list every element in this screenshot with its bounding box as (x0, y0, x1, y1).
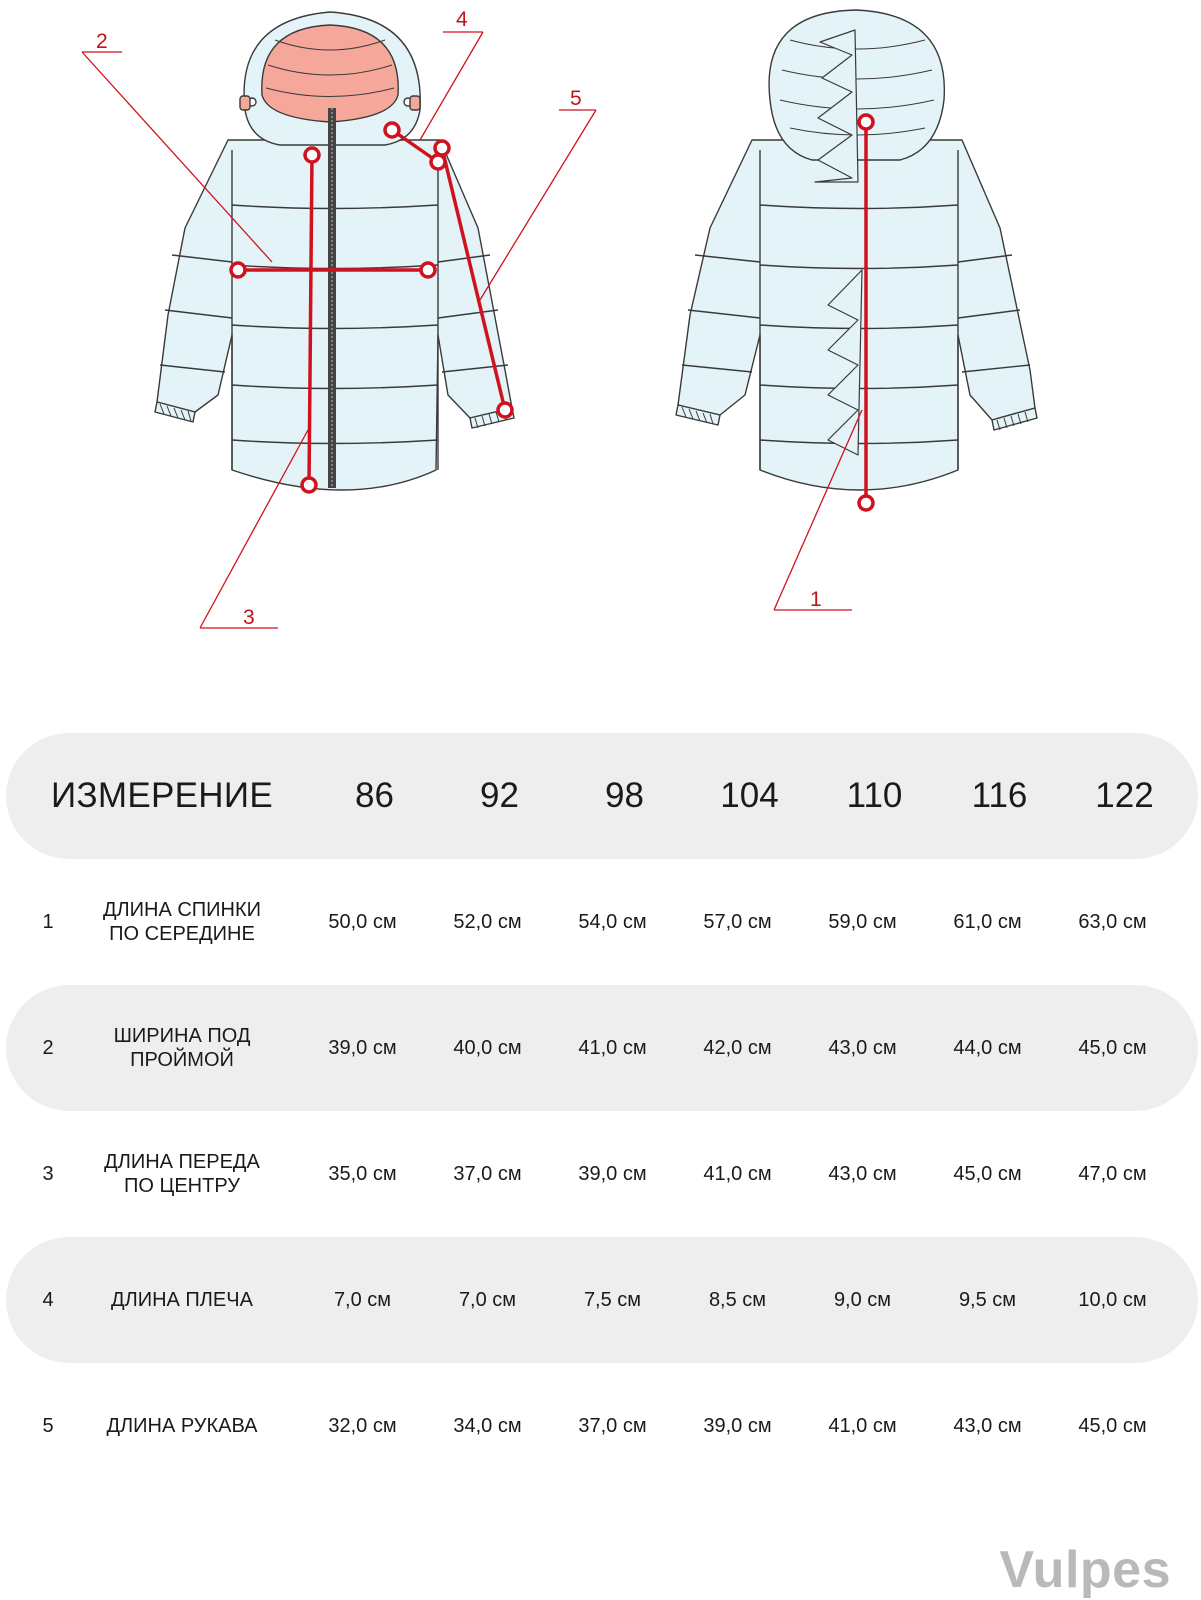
measurement-name: ДЛИНА СПИНКИ ПО СЕРЕДИНЕ (102, 899, 262, 945)
callout-4: 4 (456, 8, 468, 31)
measurement-value: 39,0 см (578, 1162, 647, 1185)
size-header: 92 (480, 776, 519, 815)
measurement-value: 37,0 см (578, 1414, 647, 1437)
table-row (6, 985, 1198, 1111)
measurement-value: 42,0 см (703, 1036, 772, 1059)
callout-3: 3 (243, 606, 255, 629)
size-table (6, 733, 1198, 1489)
measurement-value: 40,0 см (453, 1036, 522, 1059)
size-header: 98 (605, 776, 644, 815)
callout-1: 1 (810, 588, 822, 611)
measurement-value: 52,0 см (453, 910, 522, 933)
measurement-value: 7,0 см (458, 1288, 517, 1311)
table-row (6, 1111, 1198, 1237)
row-number: 4 (42, 1288, 54, 1311)
brand-logo: Vulpes (999, 1541, 1171, 1599)
size-header: 86 (355, 776, 394, 815)
measurement-value: 45,0 см (953, 1162, 1022, 1185)
measurement-value: 9,5 см (958, 1288, 1017, 1311)
measurement-value: 43,0 см (828, 1036, 897, 1059)
measurement-value: 59,0 см (828, 910, 897, 933)
table-body (6, 859, 1198, 1489)
measurement-name: ДЛИНА ПЛЕЧА (111, 1289, 253, 1311)
measurement-value: 35,0 см (328, 1162, 397, 1185)
measurement-value: 9,0 см (833, 1288, 892, 1311)
table-row (6, 1363, 1198, 1489)
measurement-value: 39,0 см (703, 1414, 772, 1437)
measurement-value: 32,0 см (328, 1414, 397, 1437)
measurement-name: ШИРИНА ПОД ПРОЙМОЙ (113, 1025, 251, 1071)
measurement-value: 54,0 см (578, 910, 647, 933)
measurement-value: 10,0 см (1078, 1288, 1147, 1311)
size-header: 122 (1095, 776, 1154, 815)
size-header: 104 (720, 776, 779, 815)
measurement-value: 43,0 см (953, 1414, 1022, 1437)
jacket-illustration (0, 0, 1201, 660)
row-number: 3 (42, 1162, 54, 1185)
size-header: 110 (846, 776, 903, 815)
measurement-value: 41,0 см (578, 1036, 647, 1059)
callout-2: 2 (96, 30, 108, 53)
callout-5: 5 (570, 87, 582, 110)
row-number: 1 (42, 910, 54, 933)
measurement-value: 41,0 см (703, 1162, 772, 1185)
header-label: ИЗМЕРЕНИЕ (51, 776, 273, 815)
measurement-value: 7,5 см (583, 1288, 642, 1311)
measurement-value: 43,0 см (828, 1162, 897, 1185)
measurement-value: 41,0 см (828, 1414, 897, 1437)
measurement-value: 45,0 см (1078, 1036, 1147, 1059)
table-row (6, 1237, 1198, 1363)
measurement-value: 63,0 см (1078, 910, 1147, 933)
measurement-value: 34,0 см (453, 1414, 522, 1437)
measurement-value: 39,0 см (328, 1036, 397, 1059)
measurement-value: 57,0 см (703, 910, 772, 933)
measurement-value: 7,0 см (333, 1288, 392, 1311)
measurement-value: 44,0 см (953, 1036, 1022, 1059)
measurement-value: 8,5 см (708, 1288, 767, 1311)
measurement-name: ДЛИНА ПЕРЕДА ПО ЦЕНТРУ (104, 1151, 260, 1197)
table-header (6, 733, 1198, 859)
measurement-value: 61,0 см (953, 910, 1022, 933)
front-view (155, 12, 514, 490)
row-number: 2 (42, 1036, 54, 1059)
table-row (6, 859, 1198, 985)
measurement-name: ДЛИНА РУКАВА (106, 1415, 258, 1437)
measurement-value: 47,0 см (1078, 1162, 1147, 1185)
measurement-value: 50,0 см (328, 910, 397, 933)
measurement-value: 37,0 см (453, 1162, 522, 1185)
measurement-value: 45,0 см (1078, 1414, 1147, 1437)
size-header: 116 (971, 776, 1028, 815)
back-view (676, 10, 1037, 490)
row-number: 5 (42, 1414, 54, 1437)
